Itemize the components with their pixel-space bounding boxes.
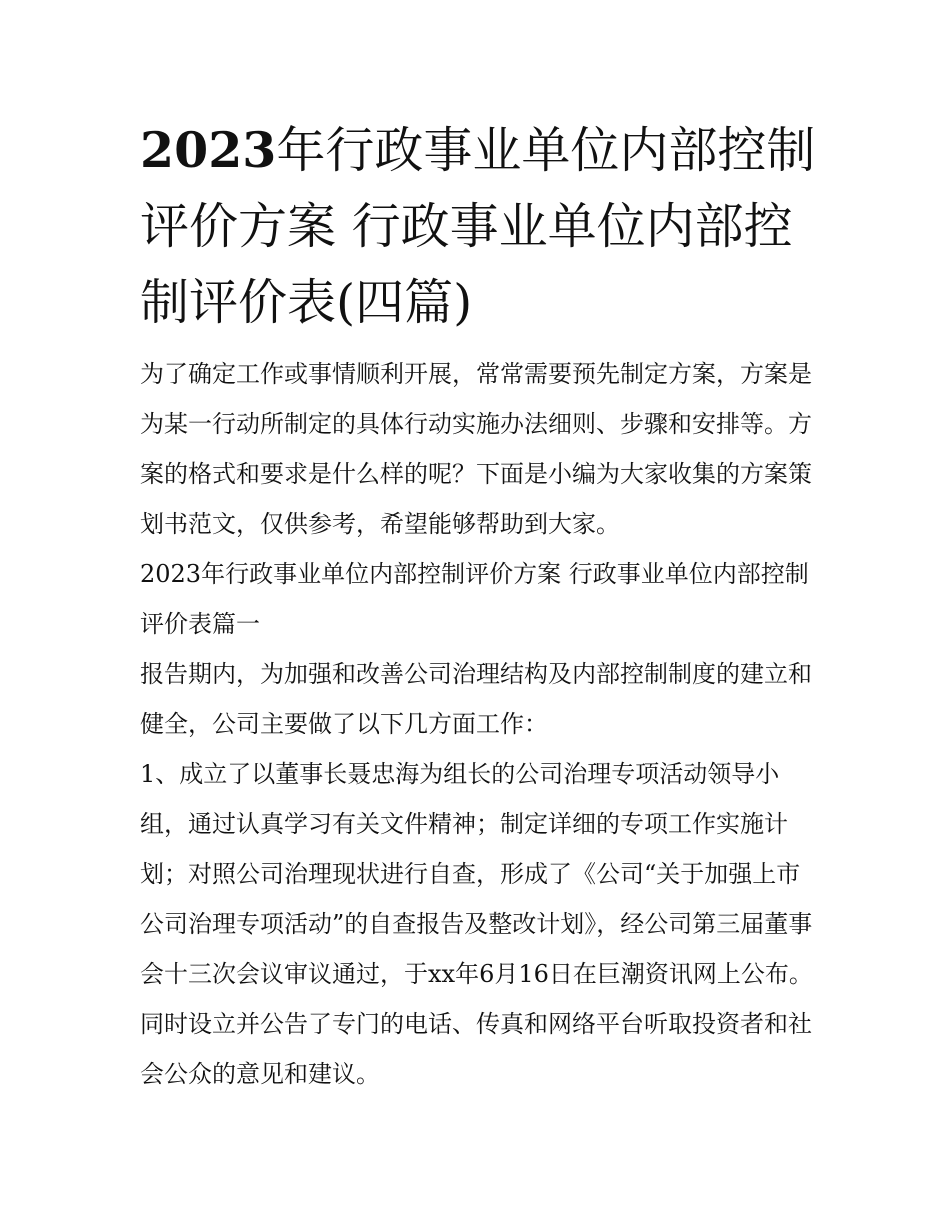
intro-paragraph: 为了确定工作或事情顺利开展，常常需要预先制定方案，方案是为某一行动所制定的具体行动实施办法细则、步骤和安排等。方案的格式和要求是什么样的呢？下面是小编为大家收集的方案策划书范文，仅供参考，希望能够帮助到大家。 <box>140 360 812 538</box>
body-paragraph-1: 报告期内，为加强和改善公司治理结构及内部控制制度的建立和健全，公司主要做了以下几方面工作： <box>140 660 812 738</box>
title-year: 2023 <box>140 121 277 179</box>
document-page <box>140 112 820 1099</box>
body-paragraph-2: 1、成立了以董事长聂忠海为组长的公司治理专项活动领导小组，通过认真学习有关文件精神；制定详细的专项工作实施计划；对照公司治理现状进行自查，形成了《公司“关于加强上市公司治理专项活动”的自查报告及整改计划》，经公司第三届董事会十三次会议审议通过，于xx年6月16日在巨潮资讯网上公布。同时设立并公告了专门的电话、传真和网络平台听取投资者和社会公众的意见和建议。 <box>140 760 813 1088</box>
document-title <box>140 112 820 341</box>
section-heading: 2023年行政事业单位内部控制评价方案 行政事业单位内部控制评价表篇一 <box>140 560 809 638</box>
title-text: 年行政事业单位内部控制评价方案 行政事业单位内部控制评价表(四篇) <box>140 122 816 331</box>
